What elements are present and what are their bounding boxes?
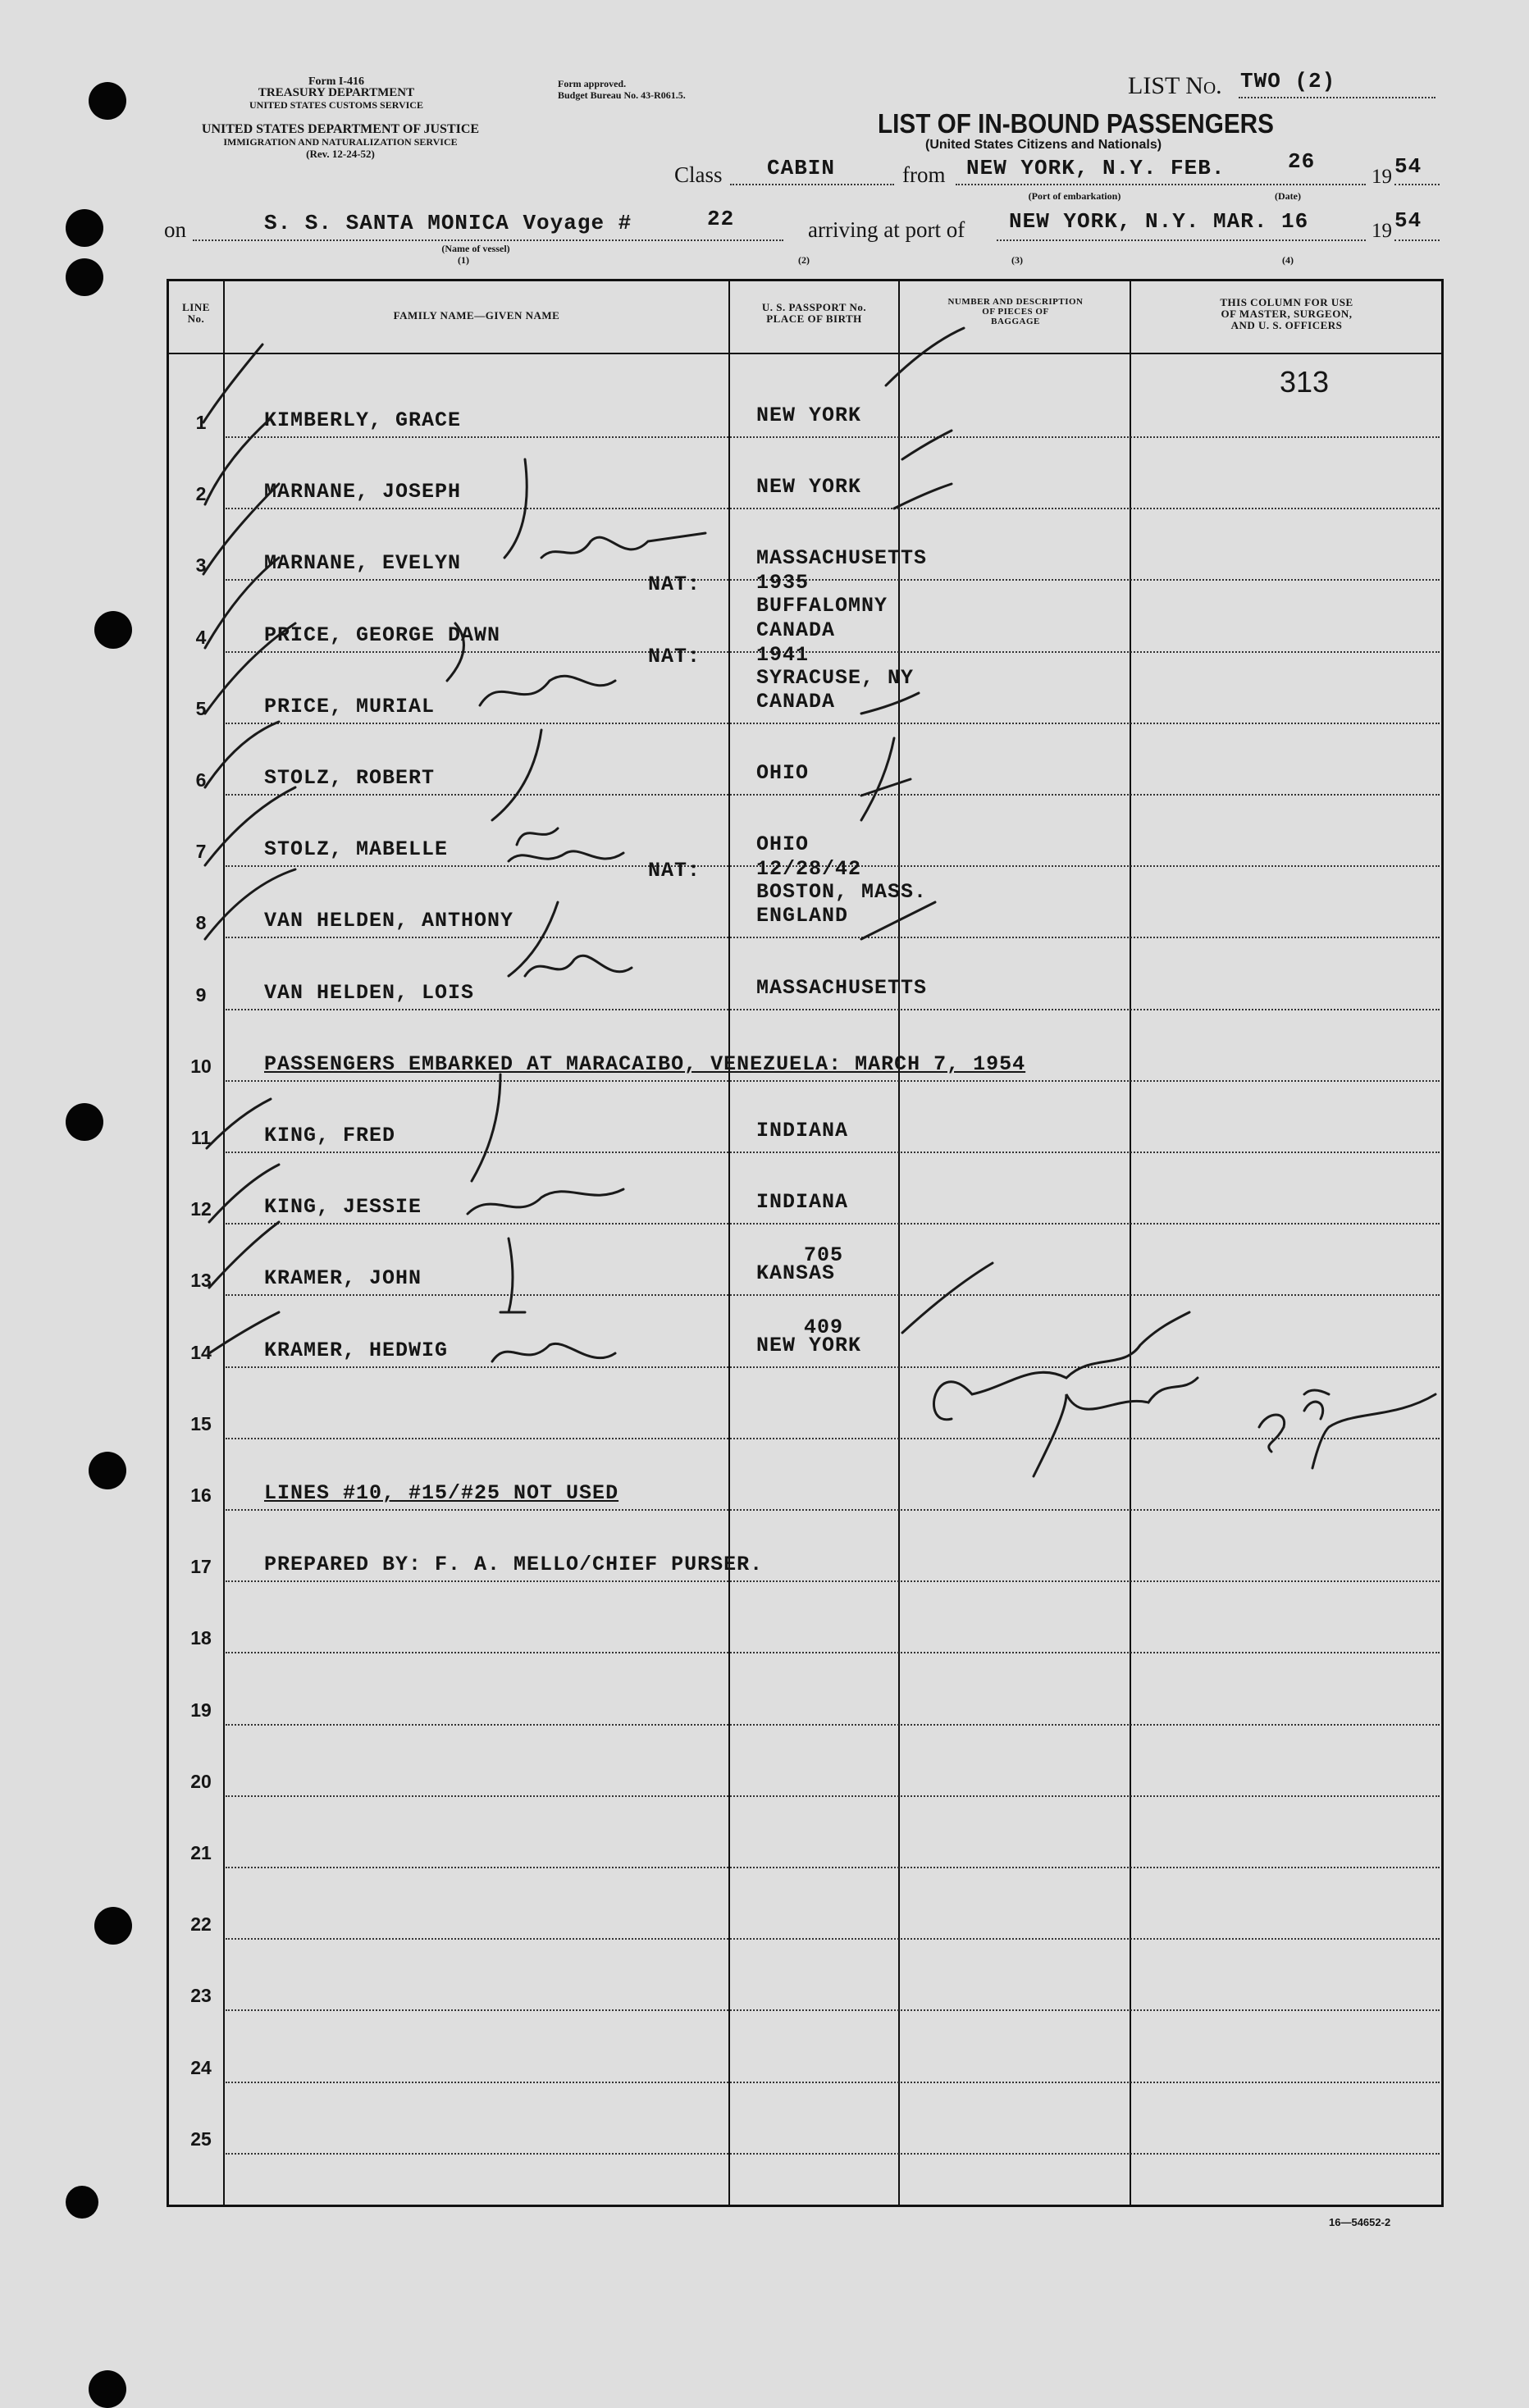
line-number: 22 — [190, 1913, 212, 1936]
row-rule — [226, 1795, 1440, 1797]
place-of-birth: NEW YORK — [756, 404, 862, 427]
passenger-name: MARNANE, EVELYN — [264, 551, 462, 576]
place-of-birth: NEW YORK — [756, 1333, 862, 1357]
place-of-birth: CANADA — [756, 618, 836, 642]
list-no-value: TWO (2) — [1240, 69, 1336, 93]
row-rule — [226, 579, 1440, 581]
embark-year-prefix: 19 — [1372, 166, 1392, 188]
row-rule — [226, 651, 1440, 653]
col-divider — [1130, 279, 1131, 2207]
caption-1: (1) — [458, 254, 469, 266]
row-rule — [226, 794, 1440, 796]
line-number: 7 — [195, 841, 207, 863]
caption-4: (4) — [1282, 254, 1294, 266]
date-caption: (Date) — [1275, 190, 1301, 202]
line-number: 3 — [195, 554, 207, 577]
line-number: 17 — [190, 1556, 212, 1578]
passenger-name: MARNANE, JOSEPH — [264, 480, 462, 504]
row-rule — [226, 1152, 1440, 1153]
line-number: 10 — [190, 1055, 212, 1077]
binder-hole — [89, 82, 126, 120]
passport-number: 409 — [804, 1315, 844, 1339]
row-rule — [226, 2009, 1440, 2011]
naturalization-label: NAT: — [648, 644, 701, 668]
passenger-name: KRAMER, HEDWIG — [264, 1338, 449, 1362]
class-value: CABIN — [767, 156, 836, 180]
binder-hole — [94, 1907, 132, 1945]
from-label: from — [902, 162, 946, 187]
passenger-name: PRICE, GEORGE DAWN — [264, 623, 501, 647]
line-number: 20 — [190, 1770, 212, 1792]
row-rule — [226, 1080, 1440, 1082]
row-rule — [226, 1724, 1440, 1726]
passenger-name: KRAMER, JOHN — [264, 1266, 422, 1291]
arrival-year-prefix: 19 — [1372, 220, 1392, 242]
naturalization-date: 12/28/42 — [756, 857, 862, 882]
line-number: 15 — [190, 1412, 212, 1434]
row-rule — [226, 723, 1440, 724]
arrival-year-suffix: 54 — [1394, 208, 1422, 233]
line-number: 4 — [195, 626, 207, 648]
row-rule — [226, 2153, 1440, 2155]
justice-department: UNITED STATES DEPARTMENT OF JUSTICE — [201, 122, 480, 136]
row-rule — [226, 1366, 1440, 1368]
place-of-birth: MASSACHUSETTS — [756, 975, 928, 1000]
form-title: LIST OF IN-BOUND PASSENGERS — [878, 108, 1274, 139]
passport-number: 705 — [804, 1243, 844, 1268]
caption-2: (2) — [798, 254, 810, 266]
header-divider — [167, 353, 1444, 354]
binder-hole — [66, 1103, 103, 1141]
row-rule — [226, 937, 1440, 938]
line-number: 2 — [195, 483, 207, 505]
passenger-name: KING, JESSIE — [264, 1195, 422, 1220]
line-number: 24 — [190, 2056, 212, 2078]
naturalization-place: BUFFALOMNY — [756, 594, 888, 618]
line-number: 8 — [195, 912, 207, 934]
line-number: 16 — [190, 1484, 212, 1506]
line-number: 5 — [195, 697, 207, 719]
binder-hole — [66, 209, 103, 247]
place-of-birth: OHIO — [756, 761, 810, 785]
table-right-border — [1441, 279, 1444, 2207]
line-number: 25 — [190, 2128, 212, 2150]
line-number: 11 — [190, 1127, 212, 1148]
ins-service: IMMIGRATION AND NATURALIZATION SERVICE — [223, 136, 458, 148]
naturalization-place: BOSTON, MASS. — [756, 880, 928, 905]
place-of-birth: MASSACHUSETTS — [756, 546, 928, 571]
header-passport: U. S. PASSPORT No. PLACE OF BIRTH — [761, 301, 867, 325]
row-rule — [226, 2082, 1440, 2083]
line-number: 19 — [190, 1699, 212, 1721]
line-number: 9 — [195, 983, 207, 1006]
line-number: 18 — [190, 1627, 212, 1649]
row-rule — [226, 1294, 1440, 1296]
passenger-name: PRICE, MURIAL — [264, 694, 436, 718]
footer-code: 16—54652-2 — [1329, 2216, 1391, 2228]
binder-hole — [94, 611, 132, 649]
row-rule — [226, 436, 1440, 438]
revision: (Rev. 12-24-52) — [306, 148, 375, 160]
line-number: 21 — [190, 1842, 212, 1863]
passenger-name: KIMBERLY, GRACE — [264, 408, 462, 432]
embark-day: 26 — [1288, 149, 1316, 174]
row-rule — [226, 1223, 1440, 1225]
voyage-number: 22 — [707, 207, 735, 231]
treasury-department: TREASURY DEPARTMENT — [258, 86, 415, 99]
passenger-name: LINES #10, #15/#25 NOT USED — [264, 1481, 619, 1505]
naturalization-label: NAT: — [648, 572, 701, 597]
line-number: 1 — [195, 412, 207, 433]
passenger-name: VAN HELDEN, ANTHONY — [264, 909, 514, 933]
officer-note: 313 — [1280, 365, 1330, 399]
embark-year-suffix: 54 — [1394, 154, 1422, 179]
table-bottom-border — [167, 2205, 1444, 2207]
form-subtitle: (United States Citizens and Nationals) — [925, 138, 1162, 152]
passenger-name: STOLZ, ROBERT — [264, 766, 436, 790]
naturalization-date: 1935 — [756, 571, 810, 595]
place-of-birth: NEW YORK — [756, 475, 862, 499]
binder-hole — [66, 2186, 98, 2219]
row-rule — [226, 1938, 1440, 1940]
arriving-label: arriving at port of — [808, 217, 965, 242]
header-baggage: NUMBER AND DESCRIPTION OF PIECES OF BAGGAGE — [947, 297, 1084, 326]
header-line-no: LINE No. — [182, 301, 210, 325]
form-number: Form I-416 — [308, 75, 365, 88]
row-rule — [226, 1652, 1440, 1653]
col-divider — [728, 279, 730, 2207]
budget-bureau: Budget Bureau No. 43-R061.5. — [558, 89, 686, 101]
place-of-birth: ENGLAND — [756, 904, 849, 928]
binder-hole — [89, 1452, 126, 1489]
check-mark — [203, 344, 262, 422]
line-number: 12 — [190, 1198, 212, 1220]
customs-service: UNITED STATES CUSTOMS SERVICE — [249, 99, 423, 111]
naturalization-date: 1941 — [756, 642, 810, 667]
naturalization-place: SYRACUSE, NY — [756, 665, 915, 690]
binder-hole — [66, 258, 103, 296]
place-of-birth: CANADA — [756, 689, 836, 714]
caption-3: (3) — [1011, 254, 1023, 266]
line-number: 6 — [195, 769, 207, 791]
class-label: Class — [674, 162, 723, 187]
line-number: 23 — [190, 1985, 212, 2007]
row-rule — [226, 1009, 1440, 1010]
form-approved: Form approved. — [558, 78, 627, 89]
list-no-label: LIST No. — [1128, 72, 1222, 99]
arrival-port: NEW YORK, N.Y. MAR. 16 — [1009, 209, 1309, 234]
row-rule — [226, 1867, 1440, 1868]
place-of-birth: INDIANA — [756, 1190, 849, 1215]
row-rule — [226, 1509, 1440, 1511]
vessel-caption: (Name of vessel) — [441, 243, 510, 254]
passenger-name: KING, FRED — [264, 1124, 396, 1147]
port-caption: (Port of embarkation) — [1028, 190, 1121, 202]
binder-hole — [89, 2370, 126, 2408]
passenger-name: PREPARED BY: F. A. MELLO/CHIEF PURSER. — [264, 1553, 764, 1577]
place-of-birth: KANSAS — [756, 1261, 836, 1286]
passenger-name: PASSENGERS EMBARKED AT MARACAIBO, VENEZUELA: MARCH 7, 1954 — [264, 1051, 1026, 1076]
row-rule — [226, 1438, 1440, 1439]
place-of-birth: INDIANA — [756, 1119, 849, 1142]
row-rule — [226, 1580, 1440, 1582]
row-rule — [226, 508, 1440, 509]
place-of-birth: OHIO — [756, 832, 810, 857]
header-officers: THIS COLUMN FOR USE OF MASTER, SURGEON, AND U. S. OFFICERS — [1220, 296, 1353, 331]
naturalization-label: NAT: — [648, 859, 701, 883]
header-name: FAMILY NAME—GIVEN NAME — [393, 309, 560, 322]
line-number: 14 — [190, 1341, 212, 1363]
passenger-name: STOLZ, MABELLE — [264, 837, 449, 862]
line-number: 13 — [190, 1270, 212, 1292]
passenger-name: VAN HELDEN, LOIS — [264, 980, 475, 1005]
table-top-border — [167, 279, 1444, 281]
embark-port: NEW YORK, N.Y. FEB. — [966, 156, 1225, 180]
on-label: on — [164, 217, 186, 242]
vessel-name: S. S. SANTA MONICA Voyage # — [264, 211, 632, 235]
